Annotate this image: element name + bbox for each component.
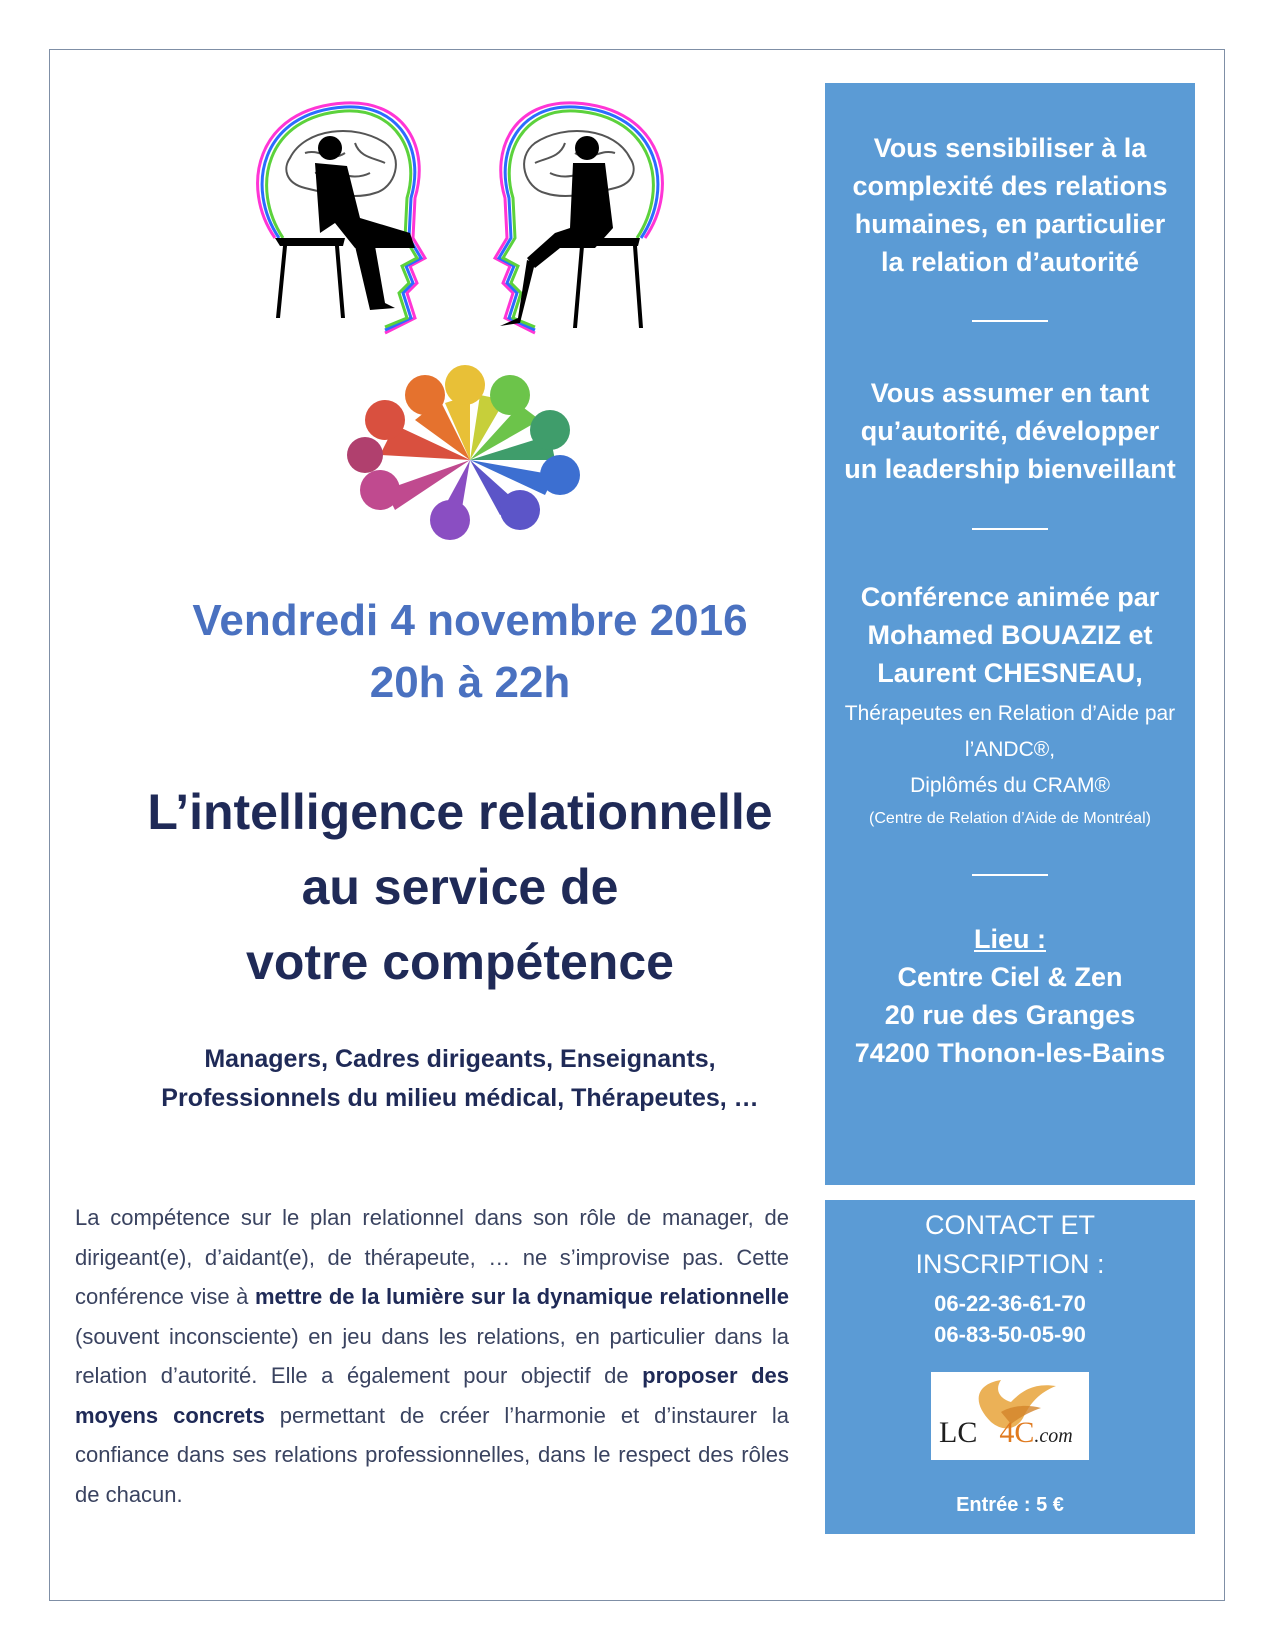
phone-2: 06-83-50-05-90 [934, 1322, 1086, 1347]
team-huddle-illustration [340, 365, 600, 545]
divider [972, 874, 1048, 876]
phone-1: 06-22-36-61-70 [934, 1291, 1086, 1316]
goal-1: Vous sensibiliser à la complexité des relations humaines, en particulier la relation d’autorité [852, 133, 1168, 277]
entry-price: Entrée : 5 € [956, 1494, 1064, 1516]
logo-text-lc: LC [939, 1416, 978, 1449]
brain-heads-illustration [235, 88, 685, 348]
divider [972, 528, 1048, 530]
goal-2: Vous assumer en tant qu’autorité, développer un leadership bienveillant [844, 378, 1176, 484]
place-label: Lieu : [974, 924, 1046, 954]
event-date [120, 590, 820, 714]
event-time: 20h à 22h [369, 658, 571, 707]
place-city: 74200 Thonon-les-Bains [854, 1038, 1166, 1068]
description-text-2: (souvent inconsciente) en jeu dans les relations, en particulier dans la relation d’autorité. Elle a également pour objectif de [75, 1323, 789, 1388]
conference-title [70, 775, 850, 1000]
lc4c-logo [931, 1372, 1089, 1460]
contact-heading-1: CONTACT ET [924, 1210, 1095, 1240]
credential-3: (Centre de Relation d’Aide de Montréal) [869, 810, 1151, 827]
event-date-day: Vendredi 4 novembre 2016 [192, 596, 748, 645]
description-text-3: permettant de créer l’harmonie et d’instaurer la confiance dans ses relations professionnelles, dans le respect des rôles de chacun. [75, 1402, 789, 1507]
place-street: 20 rue des Granges [884, 1000, 1136, 1030]
description-highlight-2: proposer des moyens concrets [75, 1363, 789, 1428]
place-name: Centre Ciel & Zen [897, 962, 1123, 992]
logo-text-4c: 4C [999, 1416, 1035, 1449]
credential-1: Thérapeutes en Relation d’Aide par l’ANDC®, [844, 702, 1176, 761]
divider [972, 320, 1048, 322]
description-highlight-1: mettre de la lumière sur la dynamique relationnelle [255, 1284, 790, 1309]
contact-heading-2: INSCRIPTION : [915, 1249, 1105, 1279]
speakers: Conférence animée par Mohamed BOUAZIZ et Laurent CHESNEAU, [860, 582, 1160, 688]
description-text-1: La compétence sur le plan relationnel dans son rôle de manager, de dirigeant(e), d’aidant(e), de thérapeute, … ne s’improvise pas. Cette conférence vise à [75, 1205, 789, 1309]
title-line-1: L’intelligence relationnelle [147, 784, 773, 840]
credential-2: Diplômés du CRAM® [910, 774, 1110, 797]
logo-text-com: .com [1034, 1425, 1073, 1447]
contact-panel [825, 1200, 1195, 1534]
info-panel [825, 83, 1195, 1185]
audience-line-1: Managers, Cadres dirigeants, Enseignants, [204, 1045, 716, 1073]
description-paragraph [75, 1198, 789, 1514]
title-line-3: votre compétence [246, 934, 674, 990]
title-line-2: au service de [301, 859, 619, 915]
audience-line-2: Professionnels du milieu médical, Thérapeutes, … [161, 1084, 759, 1112]
target-audience [110, 1040, 810, 1118]
